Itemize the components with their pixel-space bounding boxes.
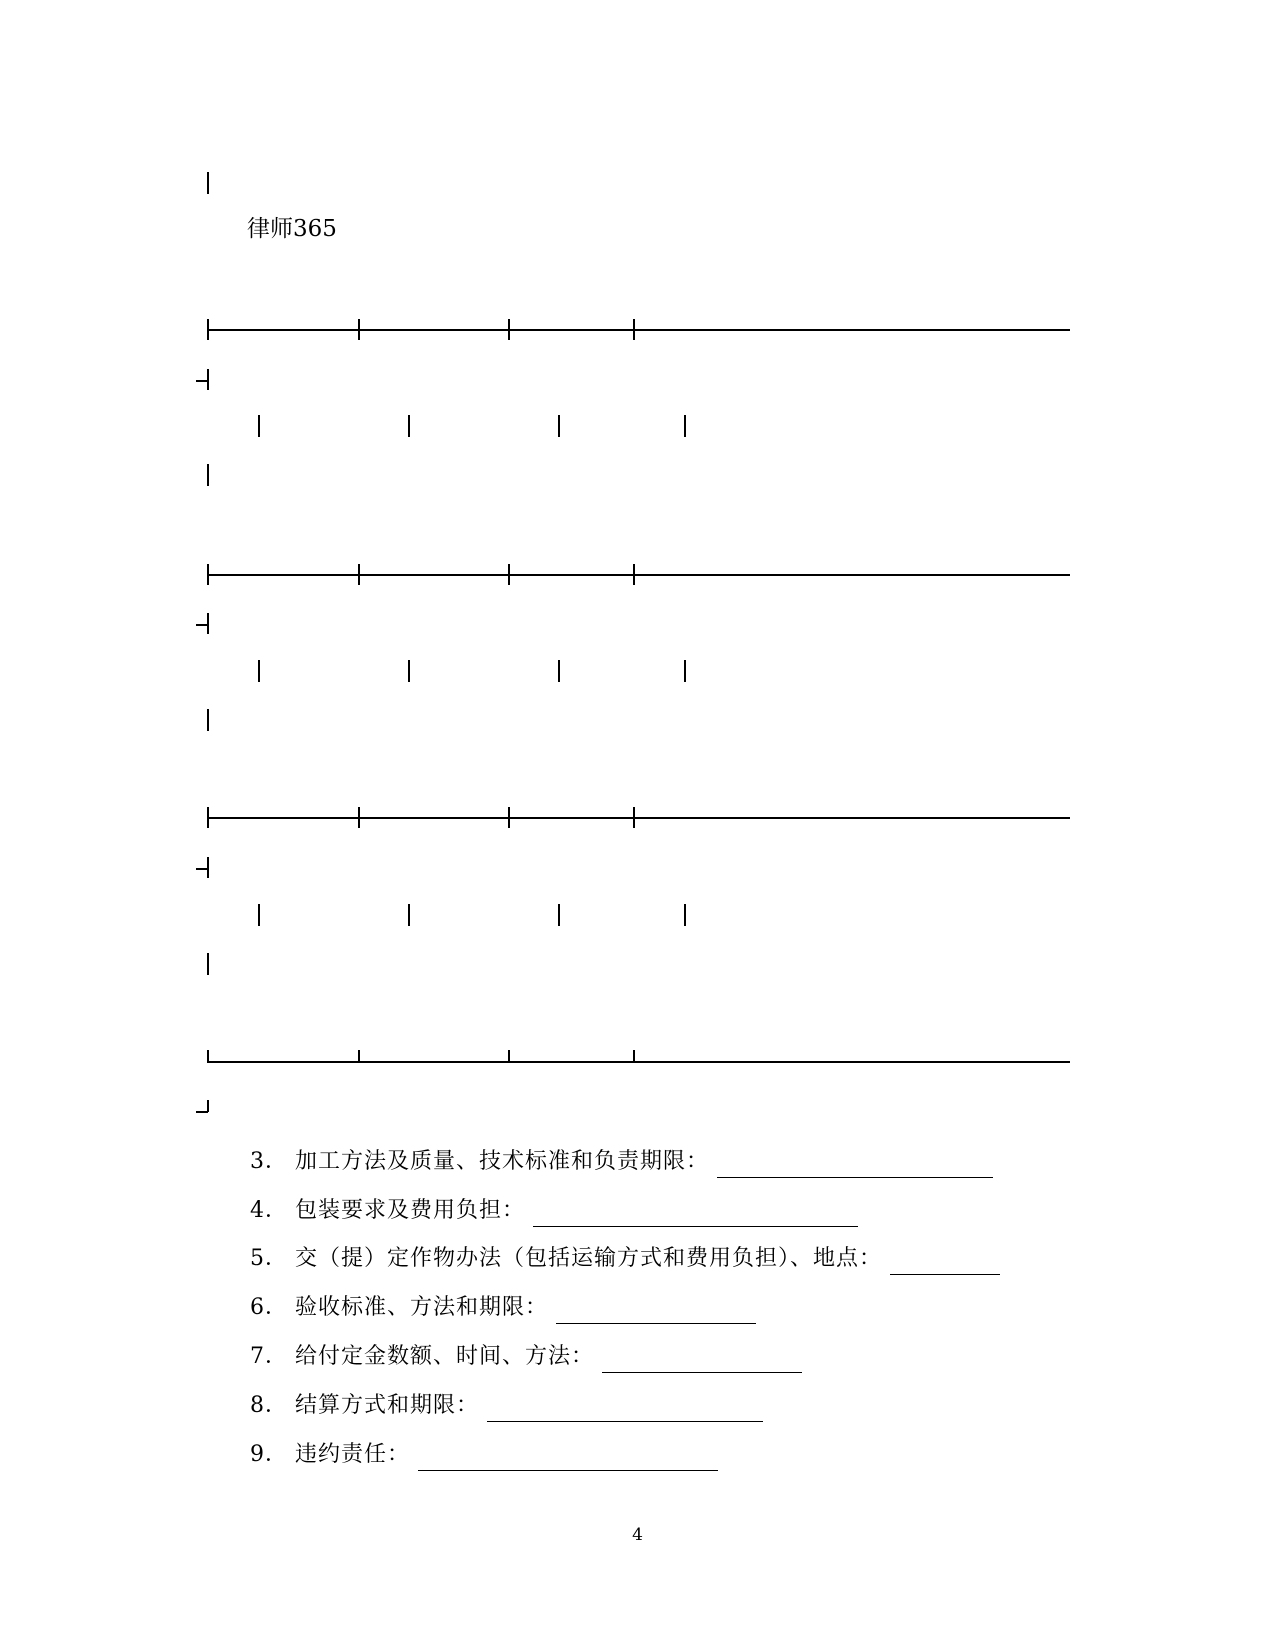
clause-number: 5． — [250, 1246, 288, 1271]
clause-acceptance — [250, 1292, 756, 1324]
clause-number: 7． — [250, 1344, 288, 1369]
clause-settlement — [250, 1390, 763, 1422]
fill-in-blank[interactable] — [533, 1200, 858, 1227]
fill-in-blank[interactable] — [487, 1395, 763, 1422]
clause-text: 结算方式和期限： — [295, 1393, 480, 1418]
clause-number: 3． — [250, 1149, 288, 1174]
clause-text: 给付定金数额、时间、方法： — [295, 1344, 595, 1369]
clause-number: 4． — [250, 1198, 288, 1223]
clause-text: 加工方法及质量、技术标准和负责期限： — [295, 1149, 710, 1174]
clause-delivery — [250, 1243, 1000, 1275]
table-border-fragment — [207, 172, 209, 194]
clause-deposit — [250, 1341, 802, 1373]
clause-number: 6． — [250, 1295, 288, 1320]
fill-in-blank[interactable] — [418, 1444, 718, 1471]
fill-in-blank[interactable] — [890, 1248, 1000, 1275]
fill-in-blank[interactable] — [717, 1151, 993, 1178]
fill-in-blank[interactable] — [602, 1346, 802, 1373]
clause-packaging — [250, 1195, 858, 1227]
fill-in-blank[interactable] — [556, 1297, 756, 1324]
page-number: 4 — [632, 1525, 643, 1545]
clause-number: 9． — [250, 1442, 288, 1467]
clause-text: 违约责任： — [295, 1442, 411, 1467]
clause-liability — [250, 1439, 718, 1471]
clause-processing-method — [250, 1146, 993, 1178]
clause-text: 包装要求及费用负担： — [295, 1198, 526, 1223]
clause-number: 8． — [250, 1393, 288, 1418]
watermark-brand-text: 律师365 — [247, 216, 337, 242]
clause-text: 验收标准、方法和期限： — [295, 1295, 549, 1320]
clause-text: 交（提）定作物办法（包括运输方式和费用负担）、地点： — [295, 1246, 883, 1271]
